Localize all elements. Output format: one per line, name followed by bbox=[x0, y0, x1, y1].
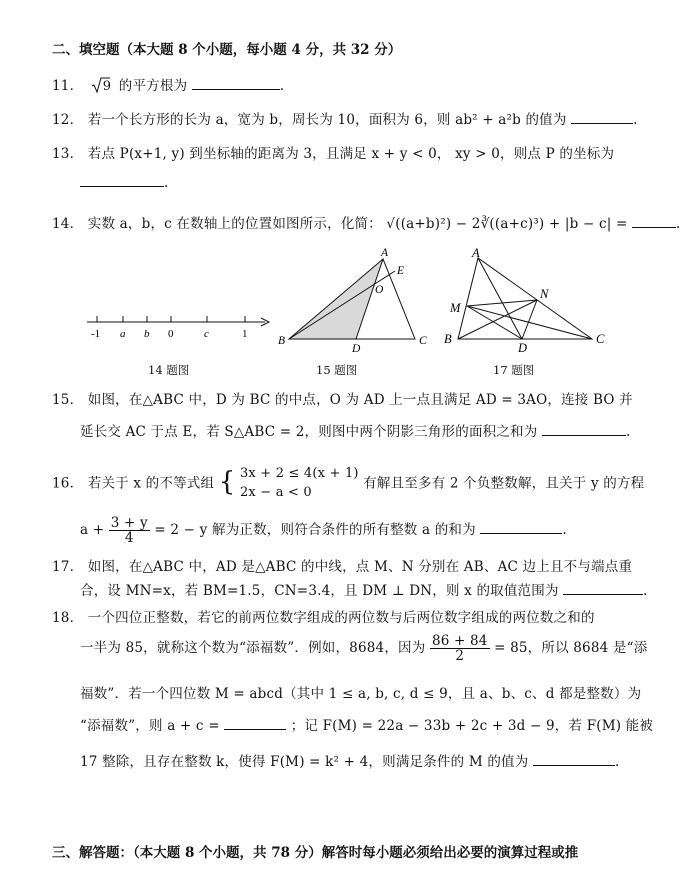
q14-expression: √((a+b)²) − 2∛((a+c)³) + |b − c| = bbox=[386, 216, 628, 232]
q16-system bbox=[240, 465, 359, 503]
question-14 bbox=[52, 212, 680, 232]
q17-text-line2: 合，设 MN=x，若 BM=1.5，CN=3.4，且 DM ⊥ DN，则 x 的取值范围为 bbox=[80, 583, 559, 599]
question-18-line4 bbox=[80, 714, 653, 734]
q16-post: 有解且至多有 2 个负整数解，且关于 y 的方程 bbox=[363, 475, 645, 492]
figure15-caption: 15 题图 bbox=[316, 363, 358, 377]
question-18-line1 bbox=[52, 606, 595, 626]
fig15-label-b: B bbox=[278, 335, 286, 347]
section2-header: 二、填空题（本大题 8 个小题，每小题 4 分，共 32 分） bbox=[52, 42, 402, 58]
q15-end: . bbox=[625, 424, 631, 440]
q17-answer-blank[interactable] bbox=[563, 582, 643, 595]
q13-answer-line bbox=[80, 174, 168, 191]
q18-text-line2b: = 85，所以 8684 是“添 bbox=[494, 640, 648, 657]
q17-end: . bbox=[643, 583, 648, 599]
numberline-label-1: 1 bbox=[242, 328, 248, 340]
q16-eq-pre: a + bbox=[80, 522, 105, 539]
q12-number: 12． bbox=[52, 112, 84, 128]
question-11 bbox=[52, 74, 284, 94]
question-12 bbox=[52, 108, 638, 128]
fig17-label-c: C bbox=[596, 332, 605, 346]
question-15-line1 bbox=[52, 388, 633, 408]
q18-answer-blank-1[interactable] bbox=[224, 717, 286, 730]
fig17-triangle-abc bbox=[458, 258, 592, 339]
q13-end: . bbox=[164, 175, 169, 191]
q17-number: 17． bbox=[52, 559, 84, 575]
q11-radicand: 9 bbox=[102, 79, 112, 94]
q18-fraction bbox=[430, 634, 490, 663]
q16-frac-num: 3 + y bbox=[110, 515, 148, 531]
q18-text-line3: 福数”．若一个四位数 M = abcd（其中 1 ≤ a, b, c, d ≤ 9，且 a、b、c、d 都是整数）为 bbox=[80, 686, 642, 702]
question-17-line1 bbox=[52, 555, 632, 575]
figure15 bbox=[275, 246, 445, 354]
section3-header: 三、解答题：（本大题 8 个小题，共 78 分）解答时每小题必须给出必要的演算过程或推 bbox=[52, 845, 579, 861]
fig17-line-mc bbox=[467, 306, 592, 339]
q11-sqrt bbox=[91, 77, 111, 94]
question-16-line2 bbox=[80, 516, 567, 545]
q18-frac-num: 86 + 84 bbox=[431, 633, 488, 649]
figure17-caption: 17 题图 bbox=[493, 363, 535, 377]
q16-answer-blank[interactable] bbox=[480, 521, 562, 534]
numberline-label-0: 0 bbox=[168, 328, 174, 340]
question-15-line2 bbox=[80, 420, 630, 440]
fig17-label-m: M bbox=[450, 301, 461, 315]
fig17-label-b: B bbox=[444, 332, 452, 346]
q11-text: 的平方根为 bbox=[118, 78, 188, 94]
q11-answer-blank[interactable] bbox=[192, 77, 280, 90]
numberline-label-a: a bbox=[120, 328, 126, 340]
q18-answer-blank-2[interactable] bbox=[533, 753, 615, 766]
fig15-label-c: C bbox=[419, 335, 427, 347]
q16-brace: { bbox=[218, 466, 236, 497]
q16-frac-den: 4 bbox=[124, 530, 134, 547]
q18-frac-den: 2 bbox=[455, 648, 465, 665]
q13-number: 13． bbox=[52, 146, 84, 162]
q11-end: . bbox=[279, 78, 285, 94]
question-17-line2 bbox=[80, 579, 648, 599]
figure14-caption: 14 题图 bbox=[148, 363, 190, 377]
question-18-line3 bbox=[80, 682, 641, 702]
q13-answer-blank[interactable] bbox=[80, 174, 164, 187]
q15-answer-blank[interactable] bbox=[542, 423, 626, 436]
fig17-line-ad bbox=[478, 258, 522, 339]
q16-number: 16． bbox=[52, 475, 84, 492]
q14-number: 14． bbox=[52, 216, 84, 232]
fig17-label-d: D bbox=[518, 341, 528, 355]
q18-number: 18． bbox=[52, 610, 84, 626]
q16-pre: 若关于 x 的不等式组 bbox=[87, 475, 215, 492]
q16-eq-post: = 2 − y 解为正数，则符合条件的所有整数 a 的和为 bbox=[154, 522, 476, 539]
q13-text: 若点 P(x+1, y) 到坐标轴的距离为 3，且满足 x + y < 0， xy > 0，则点 P 的坐标为 bbox=[87, 146, 615, 162]
q14-text: 实数 a，b，c 在数轴上的位置如图所示，化简： bbox=[87, 216, 382, 232]
q16-ineq1: 3x + 2 ≤ 4(x + 1) bbox=[239, 466, 359, 481]
q18-text-line1: 一个四位正整数，若它的前两位数字组成的两位数与后两位数字组成的两位数之和的 bbox=[87, 610, 595, 626]
q14-answer-blank[interactable] bbox=[632, 215, 676, 228]
question-16-line1 bbox=[52, 465, 644, 503]
q12-answer-blank[interactable] bbox=[571, 111, 633, 124]
q12-text: 若一个长方形的长为 a，宽为 b，周长为 10，面积为 6，则 ab² + a²b 的值为 bbox=[87, 112, 567, 128]
fig17-label-a: A bbox=[472, 246, 480, 260]
q16-ineq2: 2x − a < 0 bbox=[239, 484, 312, 500]
figure17 bbox=[444, 246, 614, 354]
numberline-figure bbox=[85, 310, 275, 350]
q17-text-line1: 如图，在△ABC 中，AD 是△ABC 的中线，点 M、N 分别在 AB、AC 边上且不与端点重 bbox=[87, 559, 633, 575]
q18-text-line2a: 一半为 85，就称这个数为“添福数”．例如，8684，因为 bbox=[80, 640, 426, 657]
numberline-label-neg1: -1 bbox=[91, 328, 101, 340]
q18-text-line4b: ；记 F(M) = 22a − 33b + 2c + 3d − 9，若 F(M) 能被 bbox=[290, 718, 654, 734]
question-18-line2 bbox=[80, 634, 647, 663]
q12-end: . bbox=[633, 112, 638, 128]
q15-number: 15． bbox=[52, 392, 84, 408]
fig15-label-o: O bbox=[375, 284, 384, 296]
q16-end: . bbox=[562, 522, 567, 539]
fig15-label-e: E bbox=[397, 265, 405, 277]
question-13 bbox=[52, 142, 614, 162]
fig15-label-a: A bbox=[381, 247, 389, 259]
q11-number: 11． bbox=[52, 78, 84, 94]
q14-end bbox=[676, 216, 680, 232]
q18-end: . bbox=[614, 754, 620, 770]
numberline-label-b: b bbox=[144, 328, 150, 340]
fig15-label-d: D bbox=[352, 343, 361, 355]
q18-text-line5: 17 整除，且存在整数 k，使得 F(M) = k² + 4，则满足条件的 M 的值为 bbox=[80, 754, 529, 770]
q16-fraction bbox=[109, 516, 150, 545]
question-18-line5 bbox=[80, 750, 619, 770]
q15-text-line2: 延长交 AC 于点 E，若 S△ABC = 2，则图中两个阴影三角形的面积之和为 bbox=[80, 424, 538, 440]
numberline-label-c: c bbox=[204, 328, 209, 340]
q18-text-line4a: “添福数”，则 a + c = bbox=[80, 718, 220, 734]
fig17-label-n: N bbox=[540, 287, 549, 301]
q15-text-line1: 如图，在△ABC 中，D 为 BC 的中点，O 为 AD 上一点且满足 AD = 3AO，连接 BO 并 bbox=[87, 392, 633, 408]
